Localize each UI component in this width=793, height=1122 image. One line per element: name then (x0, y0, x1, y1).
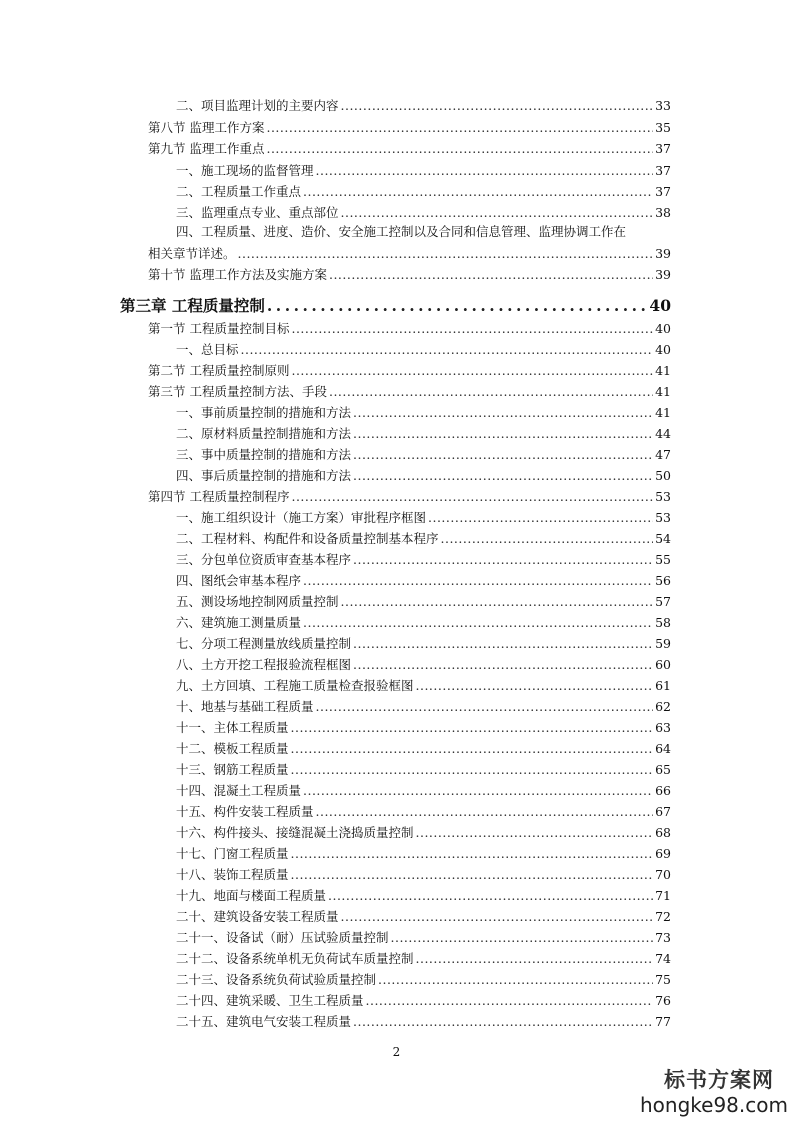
toc-entry: 六、建筑施工测量质量 ..... 58 (176, 615, 671, 631)
watermark-brand: 标书方案网 (664, 1067, 774, 1092)
toc-entry: 第一节 工程质量控制目标 ..... 40 (148, 321, 671, 337)
leader-dots (353, 657, 653, 673)
leader-dots (266, 141, 653, 157)
toc-entry: 一、施工组织设计（施工方案）审批程序框图 ..... 53 (176, 510, 671, 526)
toc-entry: 相关章节详述。 ..... 39 (148, 246, 671, 262)
toc-entry: 二十、建筑设备安装工程质量 ..... 72 (176, 909, 671, 925)
leader-dots (441, 531, 654, 547)
leader-dots (353, 468, 653, 484)
toc-chapter-entry: 第三章 工程质量控制 ..... 40 (120, 296, 671, 316)
toc-entry: 第三节 工程质量控制方法、手段 ..... 41 (148, 384, 671, 400)
toc-entry: 二十三、设备系统负荷试验质量控制 ..... 75 (176, 972, 671, 988)
leader-dots (353, 636, 653, 652)
toc-entry: 十六、构件接头、接缝混凝土浇捣质量控制 ..... 68 (176, 825, 671, 841)
leader-dots (316, 163, 654, 179)
toc-entry: 十八、装饰工程质量 ..... 70 (176, 867, 671, 883)
toc-entry: 十七、门窗工程质量 ..... 69 (176, 846, 671, 862)
toc-entry: 十九、地面与楼面工程质量 ..... 71 (176, 888, 671, 904)
leader-dots (341, 205, 654, 221)
toc-entry: 十四、混凝土工程质量 ..... 66 (176, 783, 671, 799)
toc-entry: 第八节 监理工作方案 ..... 35 (148, 120, 671, 136)
leader-dots (378, 972, 653, 988)
toc-entry: 二十一、设备试（耐）压试验质量控制 ..... 73 (176, 930, 671, 946)
toc-entry: 二、工程质量工作重点 ..... 37 (176, 184, 671, 200)
toc-entry: 第九节 监理工作重点 ..... 37 (148, 141, 671, 157)
leader-dots (329, 267, 653, 283)
toc-entry: 第四节 工程质量控制程序 ..... 53 (148, 489, 671, 505)
leader-dots (291, 846, 654, 862)
toc-entry: 五、测设场地控制网质量控制 ..... 57 (176, 594, 671, 610)
leader-dots (416, 951, 654, 967)
toc-entry: 十二、模板工程质量 ..... 64 (176, 741, 671, 757)
toc-entry: 二十五、建筑电气安装工程质量 ..... 77 (176, 1014, 671, 1030)
leader-dots (391, 930, 654, 946)
leader-dots (303, 783, 653, 799)
leader-dots (291, 867, 654, 883)
leader-dots (291, 741, 654, 757)
toc-entry: 十、地基与基础工程质量 ..... 62 (176, 699, 671, 715)
toc-entry: 一、施工现场的监督管理 ..... 37 (176, 163, 671, 179)
leader-dots (341, 594, 654, 610)
toc-entry: 九、土方回填、工程施工质量检查报验框图 ..... 61 (176, 678, 671, 694)
toc-entry: 四、事后质量控制的措施和方法 ..... 50 (176, 468, 671, 484)
leader-dots (303, 573, 653, 589)
toc-entry: 三、监理重点专业、重点部位 ..... 38 (176, 205, 671, 221)
leader-dots (329, 384, 653, 400)
toc-entry: 二、工程材料、构配件和设备质量控制基本程序 ..... 54 (176, 531, 671, 547)
toc-entry: 十三、钢筋工程质量 ..... 65 (176, 762, 671, 778)
leader-dots (366, 993, 654, 1009)
toc-entry: 十五、构件安装工程质量 ..... 67 (176, 804, 671, 820)
leader-dots (291, 762, 654, 778)
leader-dots (316, 804, 654, 820)
toc-entry: 十一、主体工程质量 ..... 63 (176, 720, 671, 736)
leader-dots (316, 699, 654, 715)
toc-entry: 七、分项工程测量放线质量控制 ..... 59 (176, 636, 671, 652)
leader-dots (266, 120, 653, 136)
toc-entry: 一、事前质量控制的措施和方法 ..... 41 (176, 405, 671, 421)
toc-entry: 二、原材料质量控制措施和方法 ..... 44 (176, 426, 671, 442)
leader-dots (416, 678, 654, 694)
leader-dots (328, 888, 653, 904)
leader-dots (291, 720, 654, 736)
leader-dots (353, 426, 653, 442)
leader-dots (341, 909, 654, 925)
toc-entry: 二十四、建筑采暖、卫生工程质量 ..... 76 (176, 993, 671, 1009)
leader-dots (291, 321, 653, 337)
leader-dots (291, 363, 653, 379)
page-number: 2 (392, 1045, 401, 1059)
leader-dots (303, 184, 653, 200)
leader-dots (241, 342, 654, 358)
toc-entry: 第二节 工程质量控制原则 ..... 41 (148, 363, 671, 379)
leader-dots (291, 489, 653, 505)
leader-dots (341, 98, 654, 114)
leader-dots (428, 510, 653, 526)
leader-dots (353, 552, 653, 568)
leader-dots (353, 405, 653, 421)
toc-entry: 三、分包单位资质审查基本程序 ..... 55 (176, 552, 671, 568)
leader-dots (416, 825, 654, 841)
leader-dots (267, 296, 648, 316)
toc-entry: 二十二、设备系统单机无负荷试车质量控制 ..... 74 (176, 951, 671, 967)
toc-entry-continued: 四、工程质量、进度、造价、安全施工控制以及合同和信息管理、监理协调工作在 (176, 224, 627, 239)
leader-dots (303, 615, 653, 631)
toc-entry: 第十节 监理工作方法及实施方案 ..... 39 (148, 267, 671, 283)
leader-dots (353, 1014, 653, 1030)
toc-entry: 四、图纸会审基本程序 ..... 56 (176, 573, 671, 589)
toc-entry: 八、土方开挖工程报验流程框图 ..... 60 (176, 657, 671, 673)
toc-entry: 一、总目标 ..... 40 (176, 342, 671, 358)
watermark-url: hongke98.com (640, 1093, 788, 1117)
leader-dots (238, 246, 654, 262)
toc-entry: 二、项目监理计划的主要内容 ..... 33 (176, 98, 671, 114)
leader-dots (353, 447, 653, 463)
toc-entry: 三、事中质量控制的措施和方法 ..... 47 (176, 447, 671, 463)
